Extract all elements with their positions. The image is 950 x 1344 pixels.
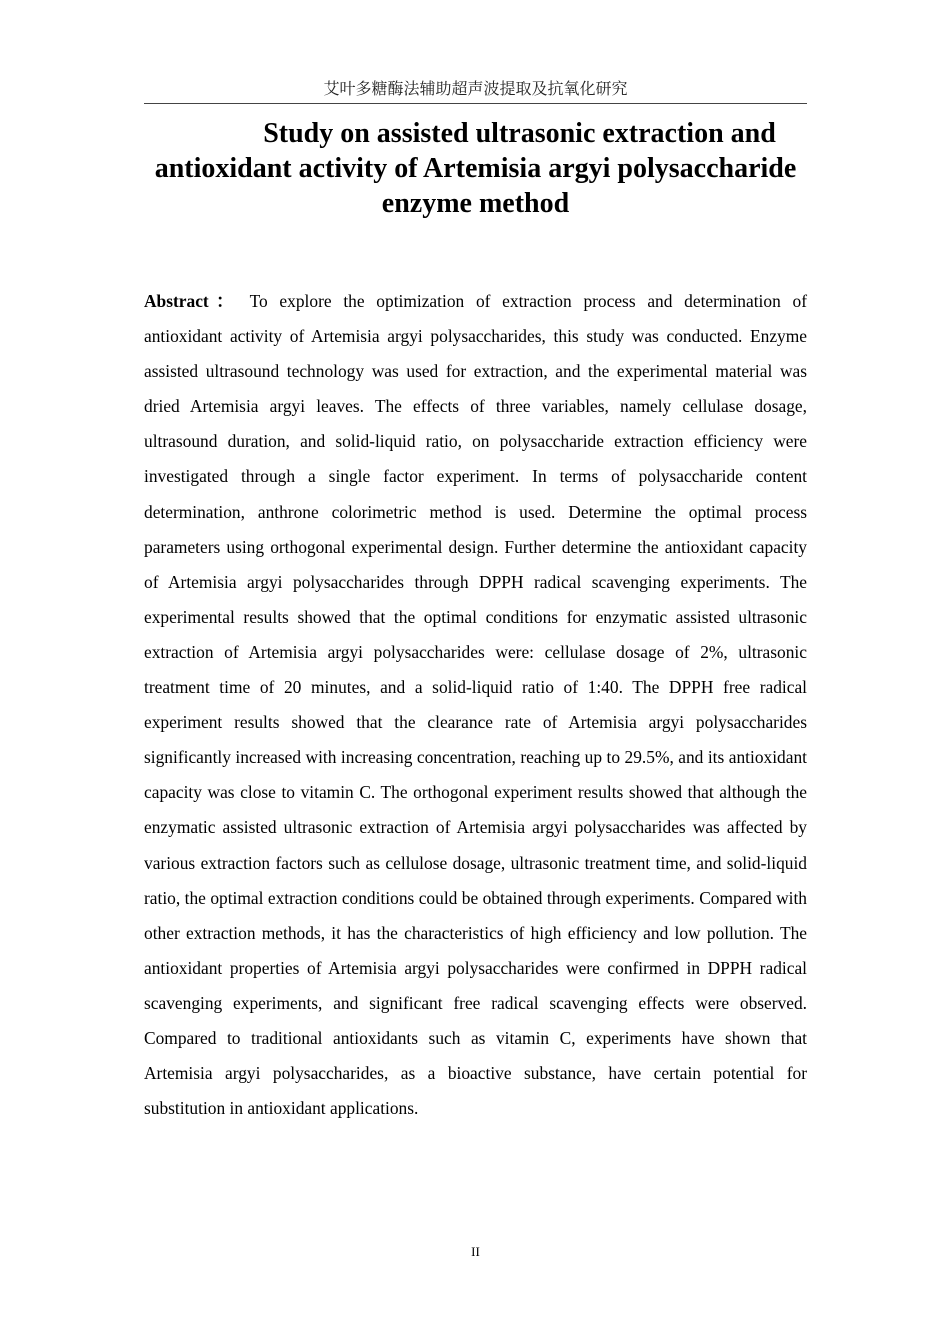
abstract-label: Abstract： <box>144 291 241 311</box>
header-divider <box>144 103 807 104</box>
abstract-spacer <box>241 291 250 311</box>
abstract-text: To explore the optimization of extraction process and determination of antioxidant activity of Artemisia argyi polysaccharides, this study was conducted. Enzyme assisted ultrasound technology was used for extraction, and the experimental material was dried Artemisia argyi leaves. The effects of three variables, namely cellulase dosage, ultrasound duration, and solid-liquid ratio, on polysaccharide extraction efficiency were investigated through a single factor experiment. In terms of polysaccharide content determination, anthrone colorimetric method is used. Determine the optimal process parameters using orthogonal experimental design. Further determine the antioxidant capacity of Artemisia argyi polysaccharides through DPPH radical scavenging experiments. The experimental results showed that the optimal conditions for enzymatic assisted ultrasonic extraction of Artemisia argyi polysaccharides were: cellulase dosage of 2%, ultrasonic treatment time of 20 minutes, and a solid-liquid ratio of 1:40. The DPPH free radical experiment results showed that the clearance rate of Artemisia argyi polysaccharides significantly increased with increasing concentration, reaching up to 29.5%, and its antioxidant capacity was close to vitamin C. The orthogonal experiment results showed that although the enzymatic assisted ultrasonic extraction of Artemisia argyi polysaccharides was affected by various extraction factors such as cellulose dosage, ultrasonic treatment time, and solid-liquid ratio, the optimal extraction conditions could be obtained through experiments. Compared with other extraction methods, it has the characteristics of high efficiency and low pollution. The antioxidant properties of Artemisia argyi polysaccharides were confirmed in DPPH radical scavenging experiments, and significant free radical scavenging effects were observed. Compared to traditional antioxidants such as vitamin C, experiments have shown that Artemisia argyi polysaccharides, as a bioactive substance, have certain potential for substitution in antioxidant applications. <box>144 291 807 1119</box>
running-header: 艾叶多糖酶法辅助超声波提取及抗氧化研究 <box>323 79 628 98</box>
abstract-paragraph <box>144 284 807 1126</box>
page-number: II <box>471 1244 480 1259</box>
paper-title <box>144 116 807 221</box>
title-line-2: antioxidant activity of Artemisia argyi polysaccharide <box>154 153 797 184</box>
title-line-1: Study on assisted ultrasonic extraction and <box>263 118 776 149</box>
title-line-3: enzyme method <box>381 188 570 219</box>
